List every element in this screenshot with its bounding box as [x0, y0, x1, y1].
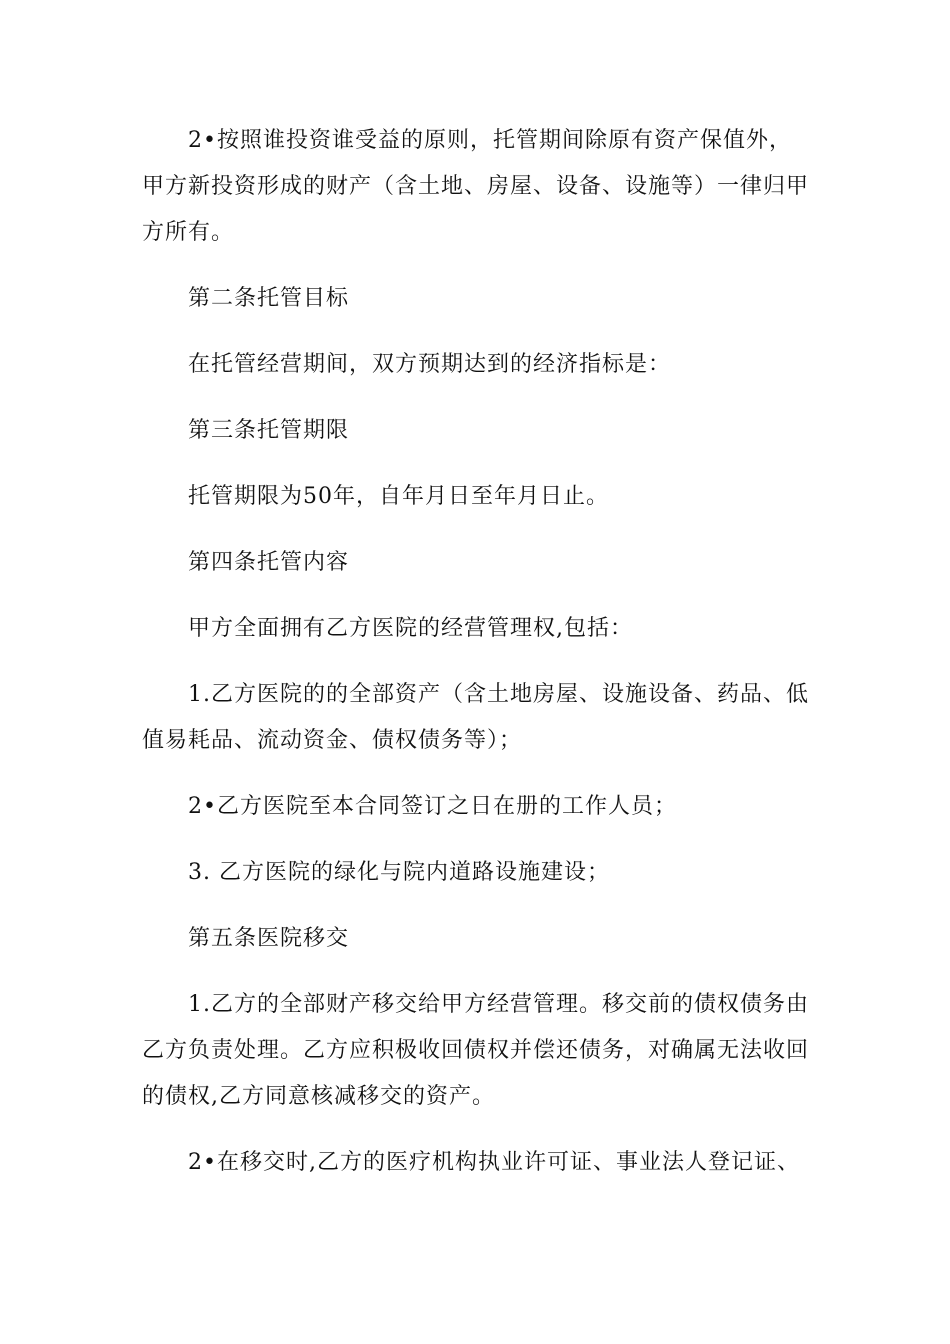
- heading-article-5: 第五条医院移交: [188, 926, 350, 951]
- list-item-greening-roads: 3. 乙方医院的绿化与院内道路设施建设；: [188, 860, 610, 885]
- list-item-assets: 1.乙方医院的的全部资产（含土地房屋、设施设备、药品、低值易耗品、流动资金、债权债务等）；: [142, 682, 809, 753]
- paragraph-management-rights: 甲方全面拥有乙方医院的经营管理权,包括：: [188, 616, 633, 641]
- document-body: [142, 118, 812, 1186]
- paragraph-economic-targets: 在托管经营期间，双方预期达到的经济指标是：: [188, 352, 672, 377]
- heading-article-3: 第三条托管期限: [188, 418, 350, 443]
- heading-article-4: 第四条托管内容: [188, 550, 350, 575]
- list-item-property-transfer: 1.乙方的全部财产移交给甲方经营管理。移交前的债权债务由乙方负责处理。乙方应积极收回债权并偿还债务，对确属无法收回的债权,乙方同意核减移交的资产。: [142, 992, 810, 1109]
- paragraph-term: 托管期限为50年，自年月日至年月日止。: [188, 484, 609, 509]
- paragraph-investment-principle: 2•按照谁投资谁受益的原则，托管期间除原有资产保值外，甲方新投资形成的财产（含土地、房屋、设备、设施等）一律归甲方所有。: [142, 128, 810, 245]
- heading-article-2: 第二条托管目标: [188, 286, 350, 311]
- list-item-staff: 2•乙方医院至本合同签订之日在册的工作人员；: [188, 794, 677, 819]
- list-item-licenses-transfer: 2•在移交时,乙方的医疗机构执业许可证、事业法人登记证、: [188, 1150, 800, 1175]
